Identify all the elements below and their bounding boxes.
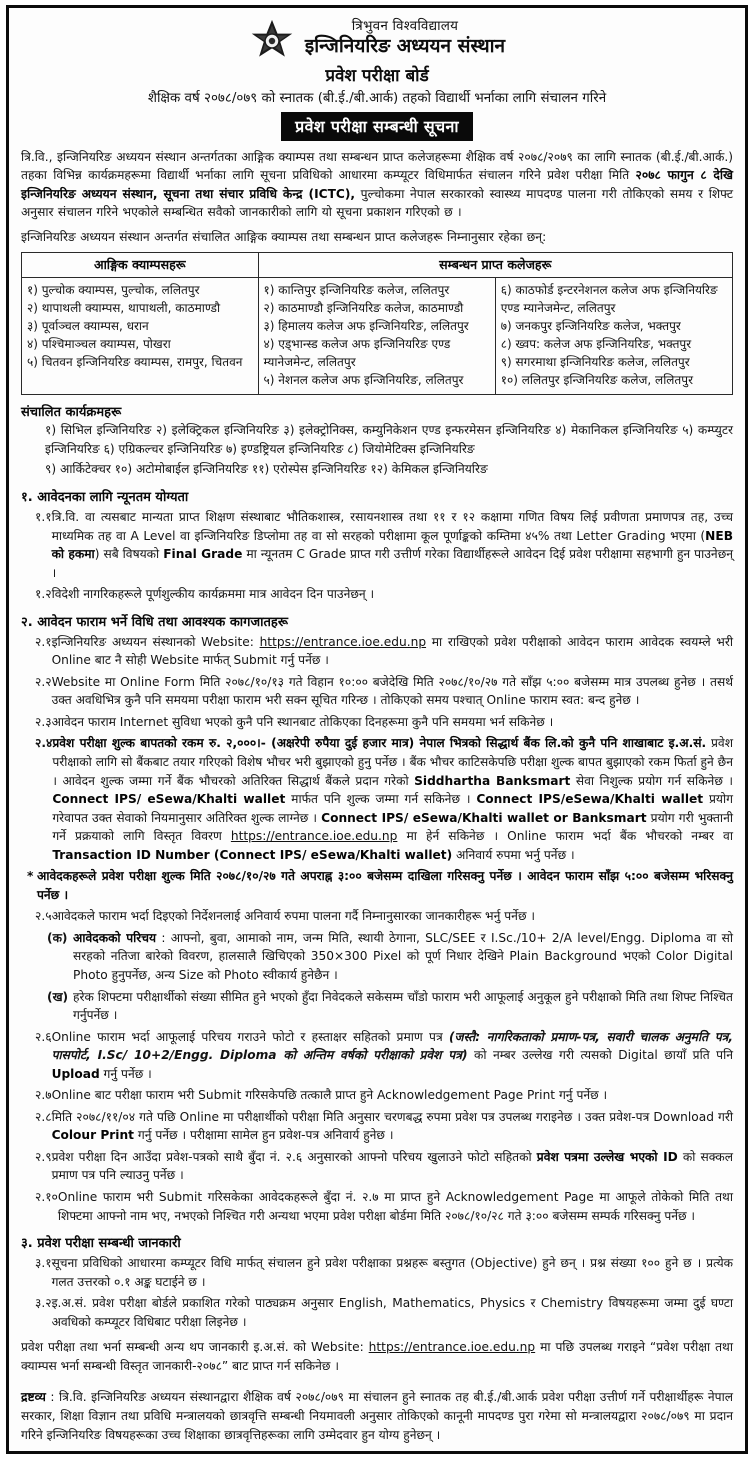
list-item: २) काठमाण्डौ इन्जिनियरिङ कलेज, काठमाण्डौ	[263, 301, 464, 316]
university-name: त्रिभुवन विश्वविद्यालय	[351, 18, 459, 35]
item-text-post: मा न्यूनतम C Grade प्राप्त गरी उत्तीर्ण गरेका विद्यार्थीहरूले आवेदन दिई प्रवेश परीक्षामा सहभागी हुन पाउनेछन् ।	[51, 547, 733, 580]
wallet-bold-3: Connect IPS/ eSewa/Khalti wallet or Banksmart	[321, 810, 647, 825]
section-2-item-2-7	[21, 1086, 733, 1105]
section-2-heading: २. आवेदन फाराम भर्ने विधि तथा आवश्यक कागजातहरू	[21, 614, 288, 630]
section-2-item-2-5-b	[21, 988, 733, 1025]
item-text: आवेदन फाराम Internet सुविधा भएको कुनै पनि स्थानबाट तोकिएका दिनहरूमा कुनै पनि समयमा भर्न सकिनेछ ।	[51, 714, 554, 729]
list-item: १) कान्तिपुर इन्जिनियरिङ कलेज, ललितपुर	[263, 283, 450, 298]
item-index: २.३	[35, 714, 52, 729]
institute-name: इन्जिनियरिङ अध्ययन संस्थान	[304, 34, 506, 57]
notice-border-frame	[6, 5, 748, 1454]
section-2-item-2-5-a	[21, 929, 733, 985]
board-name: प्रवेश परीक्षा बोर्ड	[325, 66, 429, 86]
programs-line-1: १) सिभिल इन्जिनियरिङ २) इलेक्ट्रिकल इन्जिनियरिङ ३) इलेक्ट्रोनिक्स, कम्युनिकेशन एण्ड इन्फरमेसन इन्जिनियरिङ ४) मेकानिकल इन्जिनियरिङ ५) कम्प्युटर इन्जिनियरिङ ६) एग्रिकल्चर इन्जिनियरिङ ७) इण्डष्ट्रियल इन्जिनियरिङ ८) जियोमेटिक्स इन्जिनियरिङ	[45, 423, 733, 457]
colour-print-bold: Colour Print	[51, 1128, 134, 1143]
section-1-item-2	[21, 585, 733, 604]
affiliated-college-cell-2	[495, 278, 732, 395]
section-3-item-3-2	[21, 1294, 733, 1331]
section-2-item-2-5	[21, 907, 733, 926]
item-text-post: गर्नु पर्नेछ । परीक्षामा सामेल हुन प्रवेश-पत्र अनिवार्य हुनेछ ।	[133, 1128, 394, 1143]
list-item: ४) पश्चिमाञ्चल क्याम्पस, पोखरा	[27, 337, 171, 352]
applicant-identity-bold: आवेदकको परिचय	[73, 930, 157, 945]
campus-college-table	[21, 252, 733, 395]
item-text-2: सेवा निशुल्क प्रयोग गर्न सकिनेछ ।	[570, 773, 733, 788]
table-head-affiliated-colleges: सम्बन्धन प्राप्त कलेजहरू	[258, 253, 732, 278]
section-3-heading: ३. प्रवेश परीक्षा सम्बन्धी जानकारी	[21, 1236, 181, 1252]
notice-banner-title: प्रवेश परीक्षा सम्बन्धी सूचना	[281, 112, 473, 141]
item-text: विदेशी नागरिकहरूले पूर्णशुल्कीय कार्यक्रममा मात्र आवेदन दिन पाउनेछन् ।	[51, 587, 375, 602]
item-index: २.४	[35, 736, 53, 751]
closing-paragraph	[21, 1338, 733, 1376]
note-text: : त्रि.वि. इन्जिनियरिङ अध्ययन संस्थानद्वारा शैक्षिक वर्ष २०७८/०७९ मा संचालन हुने स्नातक तह बी.ई./बी.आर्क प्रवेश परीक्षा उत्तीर्ण गर्ने परीक्षार्थीहरू नेपाल सरकार, शिक्षा विज्ञान तथा प्रविधि मन्त्रालयको छात्रवृत्ति सम्बन्धी नियमावली अनुसार तोकिएको कानूनी मापदण्ड पुरा गरेमा सो मन्त्रालयद्वारा २०७८/०७९ मा प्रदान गरिने इन्जिनियरिङ विषयहरूका उच्च शिक्षाका छात्रवृत्तिहरूका लागि उम्मेदवार हुन योग्य हुनेछन् ।	[21, 1390, 733, 1443]
item-index: ३.१	[35, 1256, 52, 1271]
entrance-website-link[interactable]: https://entrance.ioe.edu.np	[259, 634, 427, 649]
star-bullet: *	[27, 869, 34, 884]
item-text	[73, 929, 733, 985]
item-text-post: : आफ्नो, बुवा, आमाको नाम, जन्म मिति, स्थायी ठेगाना, SLC/SEE र I.Sc./10+ 2/A level/Engg. Diploma वा सो सरहको नतिजा बारेको विवरण, हालसालै खिचिएको 350×300 Pixel को पूर्ण निधार देखिने Plain Background भएको Color Digital Photo हुनुपर्नेछ, अन्य Size को Photo स्वीकार्य हुनेछैन ।	[73, 930, 733, 982]
item-text: Online फाराम भरी Submit गरिसकेका आवेदकहरूले बुँदा नं. २.७ मा प्राप्त हुने Acknowledgement Page मा आफूले तोकेको मिति तथा शिफ्टमा आफ्नो नाम भए, नभएको निश्चित गरी अन्यथा भएमा प्रवेश परीक्षा बोर्डमा मिति २०७८/१०/२८ गते ३:०० बजेसम्म सम्पर्क गरिसक्नु पर्नेछ ।	[57, 1190, 733, 1223]
item-text: Website मा Online Form मिति २०७८/१०/१३ गते विहान १०:०० बजेदेखि मिति २०७८/१०/२७ गते साँझ ५:०० बजेसम्म मात्र उपलब्ध हुनेछ । तसर्थ उक्त अवधिभित्र कुनै पनि समयमा परीक्षा फाराम भरी सक्न सूचित गरिन्छ । तोकिएको समय पश्चात् Online फाराम स्वत: बन्द हुनेछ ।	[51, 674, 733, 708]
item-text: आवेदकहरूले प्रवेश परीक्षा शुल्क मिति २०७८/१०/२७ गते अपराह्न ३:०० बजेसम्म दाखिला गरिसक्नु पर्नेछ । आवेदन फाराम साँझ ५:०० बजेसम्म भरिसक्नु पर्नेछ ।	[37, 869, 733, 902]
intro-paragraph-2: इन्जिनियरिङ अध्ययन संस्थान अन्तर्गत संचालित आङ्गिक क्याम्पस तथा सम्बन्धन प्राप्त कलेजहरू निम्नानुसार रहेका छन्:	[21, 229, 547, 244]
section-1-heading: १. आवेदनका लागि न्यूनतम योग्यता	[21, 489, 189, 505]
item-index: २.२	[35, 674, 52, 689]
item-index: १.१	[35, 509, 52, 524]
closing-pre: प्रवेश परीक्षा तथा भर्ना सम्बन्धी अन्य थप जानकारी इ.अ.सं. को Website:	[21, 1340, 369, 1355]
wallet-bold-2: Connect IPS/eSewa/Khalti wallet	[476, 792, 704, 807]
item-text-bold-final-grade: Final Grade	[163, 547, 243, 562]
list-item: २) थापाथली क्याम्पस, थापाथली, काठमाण्डौ	[27, 301, 221, 316]
item-index: २.१०	[35, 1190, 58, 1205]
fee-amount-bold: प्रवेश परीक्षा शुल्क बापतको रकम रु. २,०००।- (अक्षरेपी रुपैया दुई हजार मात्र) नेपाल भित्रको सिद्धार्थ बैंक लि.को कुनै पनि शाखाबाट इ.अ.सं.	[52, 736, 707, 751]
item-text	[52, 734, 733, 864]
closing-post: मा पछि उपलब्ध गराइने “प्रवेश परीक्षा तथा क्याम्पस भर्ना सम्बन्धी विस्तृत जानकारी-२०७८” बाट प्राप्त गर्न सकिनेछ ।	[21, 1340, 733, 1374]
section-2-item-2-10	[21, 1188, 733, 1225]
item-text-post: गर्नु पर्नेछ ।	[99, 1066, 152, 1081]
section-2-item-2-3	[21, 713, 733, 732]
section-2-item-2-2	[21, 673, 733, 710]
item-text-pre: इन्जिनियरिङ अध्ययन संस्थानको Website:	[51, 634, 260, 649]
item-text-7: अनिवार्य रुपमा भर्नु पर्नेछ ।	[452, 847, 575, 862]
list-item: ५) चितवन इन्जिनियरिङ क्याम्पस, रामपुर, चितवन	[27, 355, 243, 370]
item-text: सूचना प्रविधिको आधारमा कम्प्यूटर विधि मार्फत् संचालन हुने प्रवेश परीक्षाका प्रश्नहरू बस्तुगत (Objective) हुने छन् । प्रश्न संख्या १०० हुने छ । प्रत्येक गलत उत्तरको ०.१ अङ्क घटाईने छ ।	[51, 1256, 733, 1289]
item-text-5: प्रयोग गरी भुक्तानी गर्ने प्रक्रयाको लागि विस्तृत विवरण	[52, 810, 733, 844]
item-text-pre: प्रवेश परीक्षा दिन आउँदा प्रवेश-पत्रको साथै बुँदा नं. २.६ अनुसारको आफ्नो परिचय खुलाउने फोटो सहितको	[51, 1149, 537, 1164]
item-text-mid: ) सबै विषयको	[94, 547, 164, 562]
list-item: ६) काठफोर्ड इन्टरनेशनल कलेज अफ इन्जिनियरिङ एण्ड म्यानेजमेन्ट, ललितपुर	[500, 283, 718, 316]
affiliated-college-cell-1	[258, 278, 495, 395]
list-item: ९) सगरमाथा इन्जिनियरिङ कलेज, ललितपुर	[500, 355, 690, 370]
intro-p1-bold: २०७८ फागुन ८ देखि इन्जिनियरिङ अध्ययन संस्थान, सूचना तथा संचार प्रविधि केन्द्र (ICTC),	[21, 168, 733, 201]
banksmart-bold: Siddhartha Banksmart	[414, 773, 571, 788]
notice-subtitle: शैक्षिक वर्ष २०७८/०७९ को स्नातक (बी.ई./बी.आर्क) तहको विद्यार्थी भर्नाका लागि संचालन गरिने	[147, 91, 607, 107]
table-header-row	[22, 253, 733, 278]
item-index: १.२	[35, 587, 52, 602]
section-3-item-3-1	[21, 1254, 733, 1291]
intro-paragraph-1	[21, 148, 733, 222]
list-item: ५) नेशनल कलेज अफ इन्जिनियरिङ, ललितपुर	[263, 373, 464, 388]
item-text-pre: Online फाराम भर्दा आफूलाई परिचय गराउने फोटो र हस्ताक्षर सहितको प्रमाण पत्र	[51, 1029, 449, 1044]
affiliated-college-list-1	[264, 281, 490, 389]
list-item: १) पुल्चोक क्याम्पस, पुल्चोक, ललितपुर	[27, 283, 200, 298]
item-text-bold-neb: NEB को हकमा	[51, 528, 733, 562]
wallet-bold-1: Connect IPS/ eSewa/Khalti wallet	[52, 792, 286, 807]
id-examples-italic: (जस्तै: नागरिकताको प्रमाण-पत्र, सवारी चालक अनुमति पत्र, पासपोर्ट, I.Sc/ 10+2/Engg. Diploma को अन्तिम वर्षको परीक्षाको प्रवेश पत्र)	[51, 1029, 733, 1063]
item-text-mid: को नम्बर उल्लेख गरी त्यसको Digital छायाँ प्रति पनि	[467, 1048, 733, 1063]
entrance-website-link[interactable]: https://entrance.ioe.edu.np	[230, 829, 398, 844]
item-index: २.१	[35, 634, 52, 649]
item-index: (क)	[47, 930, 68, 945]
section-2-item-2-8	[21, 1108, 733, 1145]
list-item: ३) हिमालय कलेज अफ इन्जिनियरिङ, ललितपुर	[263, 319, 469, 334]
section-2-item-2-6	[21, 1028, 733, 1084]
item-text-post: को सक्कल प्रमाण पत्र पनि ल्याउनु पर्नेछ ।	[51, 1149, 733, 1183]
list-item: ८) ख्वप: कलेज अफ इन्जिनियरिङ, भक्तपुर	[500, 337, 692, 352]
tribhuvan-university-star-emblem-icon	[249, 18, 295, 64]
item-text	[52, 1148, 733, 1185]
list-item: ३) पूर्वाञ्चल क्याम्पस, धरान	[27, 319, 149, 334]
item-index: २.८	[35, 1109, 52, 1124]
intro-p1-part-a: त्रि.वि., इन्जिनियरिङ अध्ययन संस्थान अन्तर्गतका आङ्गिक क्याम्पस तथा सम्बन्धन प्राप्त कलेजहरूमा शैक्षिक वर्ष २०७८/२०७९ का लागि स्नातक (बी.ई./बी.आर्क.) तहका विभिन्न कार्यक्रमहरूमा विद्यार्थी भर्नाका लागि सूचना प्रविधिको आधारमा कम्प्यूटर विधिमार्फत संचालन गरिने प्रवेश परीक्षा मिति	[21, 149, 733, 183]
constituent-campus-list	[27, 281, 253, 371]
item-index: २.५	[35, 909, 52, 924]
constituent-campus-cell	[22, 278, 259, 395]
item-index: २.९	[35, 1149, 52, 1164]
item-text-3: मार्फत पनि शुल्क जम्मा गर्न सकिनेछ ।	[285, 792, 477, 807]
section-2-item-2-4	[21, 734, 733, 864]
note-label: द्रष्टव्य	[21, 1390, 46, 1405]
item-text-4: प्रयोग गरेवापत उक्त सेवाको नियमानुसार अतिरिक्त शुल्क लाग्नेछ ।	[52, 792, 733, 825]
transaction-id-bold: Transaction ID Number (Connect IPS/ eSewa/Khalti wallet)	[52, 847, 453, 862]
section-2-item-2-9	[21, 1148, 733, 1185]
intro-p1-part-b: पुल्चोकमा नेपाल सरकारको स्वास्थ्य मापदण्ड पालना गरी तोकिएको समय र शिफ्ट अनुसार संचालन गरिने भएकोले सम्बन्धित सवैको जानकारीको लागि यो सूचना प्रकाशन गरिएको छ ।	[21, 186, 733, 220]
item-text-pre: मिति २०७८/११/०४ गते पछि Online मा परीक्षार्थीको परीक्षा मिति अनुसार चरणबद्ध रुपमा प्रवेश पत्र उपलब्ध गराइनेछ । उक्त प्रवेश-पत्र Download गरी	[51, 1109, 733, 1124]
scholarship-note	[21, 1388, 733, 1445]
list-item: ४) एड्भान्स्ड कलेज अफ इन्जिनियरिङ एण्ड म्यानेजमेन्ट, ललितपुर	[263, 337, 451, 370]
item-text	[52, 1108, 733, 1145]
table-row	[22, 278, 733, 395]
item-text	[52, 508, 733, 582]
item-text-pre: त्रि.वि. वा त्यसबाट मान्यता प्राप्त शिक्षण संस्थाबाट भौतिकशास्त्र, रसायनशास्त्र तथा ११ र १२ कक्षामा गणित विषय लिई प्रवीणता प्रमाणपत्र तह, उच्च माध्यमिक तह वा A Level वा इन्जिनियरिङ डिप्लोमा तह वा सो सरहको परीक्षामा कूल पूर्णाङ्कको कम्तिमा ४५% तथा Letter Grading भएमा (	[51, 509, 733, 543]
item-text-6: मा हेर्न सकिनेछ । Online फाराम भर्दा बैंक भौचरको नम्बर वा	[397, 829, 733, 844]
item-text: हरेक शिफ्टमा परीक्षार्थीको संख्या सीमित हुने भएको हुँदा निवेदकले सकेसम्म चाँडो फाराम भरी आफूलाई अनुकूल हुने परीक्षाको मिति तथा शिफ्ट निश्चित गर्नुपर्नेछ ।	[73, 989, 733, 1023]
programs-line-2: ९) आर्किटेक्चर १०) अटोमोबाईल इन्जिनियरिङ ११) एरोस्पेस इन्जिनियरिङ १२) केमिकल इन्जिनियरिङ	[45, 462, 488, 477]
list-item: १०) ललितपुर इन्जिनियरिङ कलेज, ललितपुर	[500, 373, 693, 388]
section-2-item-2-1	[21, 633, 733, 670]
item-index: २.७	[35, 1088, 52, 1103]
entrance-website-link[interactable]: https://entrance.ioe.edu.np	[368, 1340, 536, 1355]
item-text-post: मा राखिएको प्रवेश परीक्षाको आवेदन फाराम आवेदक स्वयम्ले भरी Online बाट नै सोही Website मार्फत् Submit गर्नु पर्नेछ ।	[51, 634, 734, 668]
item-text-1: प्रवेश परीक्षाको लागि सो बैंकबाट तयार गरिएको विशेष भौचर भरी बुझाएको हुनु पर्नेछ । बैंक भौचर काटिसकेपछि परीक्षा शुल्क बापत बुझाएको रकम फिर्ता हुने छैन । आवेदन शुल्क जम्मा गर्ने बैंक भौचरको अतिरिक्त सिद्धार्थ बैंकले प्रदान गरेको	[52, 736, 733, 788]
list-item: ७) जनकपुर इन्जिनियरिङ कलेज, भक्तपुर	[500, 319, 681, 334]
upload-bold: Upload	[51, 1066, 100, 1081]
notice-header	[21, 14, 733, 141]
table-head-constituent-campuses: आङ्गिक क्याम्पसहरू	[22, 253, 259, 278]
item-text: आवेदकले फाराम भर्दा दिइएको निर्देशनलाई अनिवार्य रुपमा पालना गर्दै निम्नानुसारका जानकारीहरू भर्नु पर्नेछ ।	[51, 909, 535, 924]
header-title-block	[305, 19, 505, 58]
section-1-item-1	[21, 508, 733, 582]
item-index: २.६	[35, 1029, 52, 1044]
programs-heading: संचालित कार्यक्रमहरू	[21, 405, 122, 421]
affiliated-college-list-2	[501, 281, 727, 389]
item-text: इ.अ.सं. प्रवेश परीक्षा बोर्डले प्रकाशित गरेको पाठ्यक्रम अनुसार English, Mathematics, Physics र Chemistry विषयहरूमा जम्मा दुई घण्टा अवधिको कम्प्यूटर विधिबाट परीक्षा लिइनेछ ।	[51, 1296, 733, 1329]
item-text	[52, 1028, 733, 1084]
header-top-row	[21, 14, 733, 64]
item-text	[52, 633, 733, 670]
item-index: ३.२	[35, 1296, 52, 1311]
item-text: Online बाट परीक्षा फाराम भरी Submit गरिसकेपछि तत्कालै प्राप्त हुने Acknowledgement Page Print गर्नु पर्नेछ ।	[51, 1088, 608, 1103]
admit-card-id-bold: प्रवेश पत्रमा उल्लेख भएको ID	[536, 1149, 678, 1164]
item-index: (ख)	[47, 989, 69, 1004]
fee-deadline-note	[21, 867, 733, 904]
